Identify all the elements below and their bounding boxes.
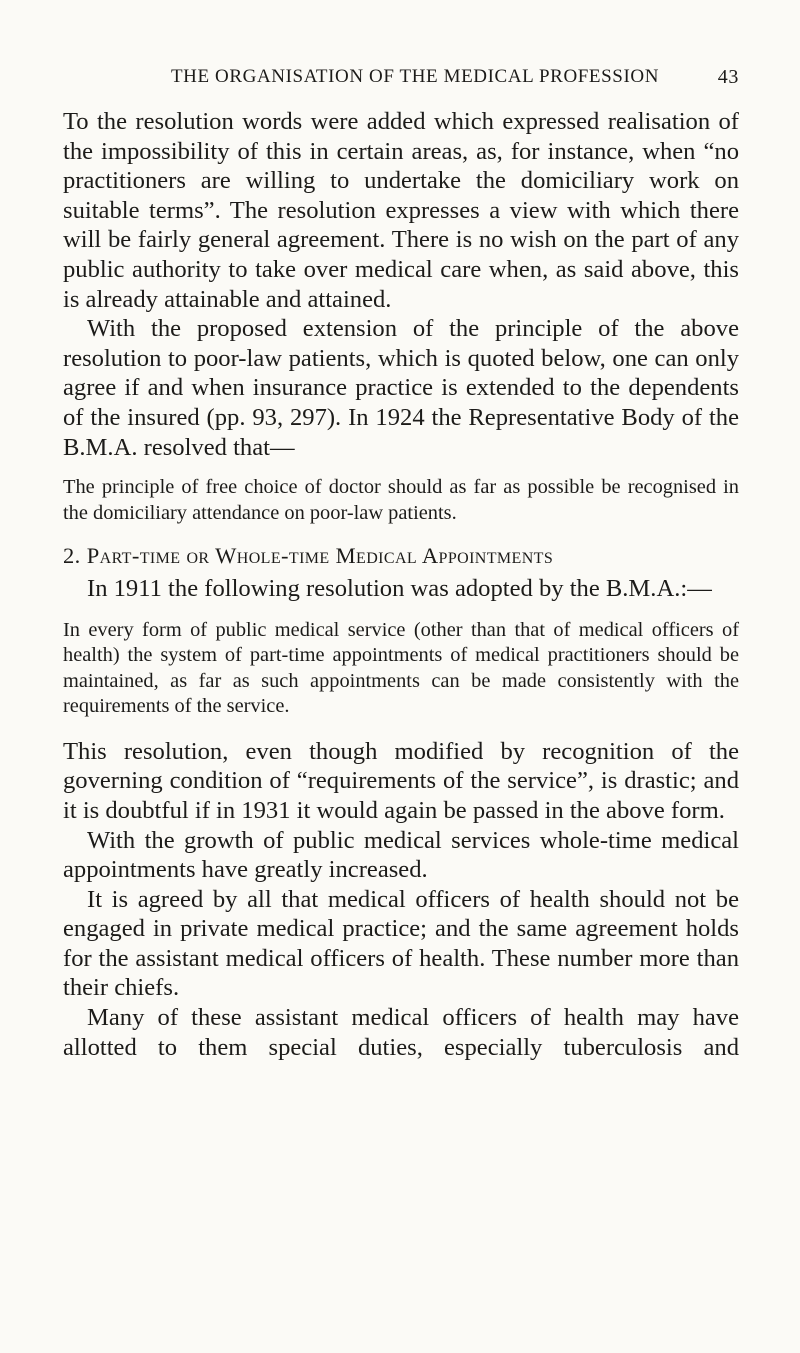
running-head-title: THE ORGANISATION OF THE MEDICAL PROFESSION: [170, 66, 660, 87]
paragraph-moh-private-practice: It is agreed by all that medical officers of health should not be engaged in private medical practice; and the same agreement holds for the assistant medical officers of health. These number more than their chiefs.: [63, 885, 739, 1002]
paragraph-drastic-resolution: This resolution, even though modified by recognition of the governing condition of “requirements of the service”, is drastic; and it is doubtful if in 1931 it would again be passed in the above form.: [63, 737, 739, 824]
paragraph-poor-law-extension: With the proposed extension of the principle of the above resolution to poor-law patients, which is quoted below, one can only agree if and when insurance practice is extended to the dependents of the insured (pp. 93, 297). In 1924 the Representative Body of the B.M.A. resolved that—: [63, 315, 739, 461]
book-page: [63, 62, 739, 1062]
section-heading: 2. Part-time or Whole-time Medical Appointments: [63, 543, 554, 569]
paragraph-assistant-moh: Many of these assistant medical officers of health may have allotted to them special duties, especially tuberculosis and: [63, 1004, 739, 1061]
quote-part-time-appointments: In every form of public medical service (other than that of medical officers of health) the system of part-time appointments of medical practitioners should be maintained, as far as such appointments can be made consistently with the requirements of the service.: [63, 618, 739, 718]
page-number: 43: [717, 66, 739, 88]
quote-free-choice: The principle of free choice of doctor should as far as possible be recognised in the domiciliary attendance on poor-law patients.: [63, 476, 739, 524]
paragraph-whole-time-growth: With the growth of public medical services whole-time medical appointments have greatly increased.: [63, 826, 739, 884]
running-head: [63, 62, 739, 92]
paragraph-resolution-words: To the resolution words were added which expressed realisation of the impossibility of this in certain areas, as, for instance, when “no practitioners are willing to undertake the domiciliary work on suitable terms”. The resolution expresses a view with which there will be fairly general agreement. There is no wish on the part of any public authority to take over medical care when, as said above, this is already attainable and attained.: [63, 108, 739, 313]
paragraph-1911-resolution: In 1911 the following resolution was adopted by the B.M.A.:—: [87, 575, 712, 603]
